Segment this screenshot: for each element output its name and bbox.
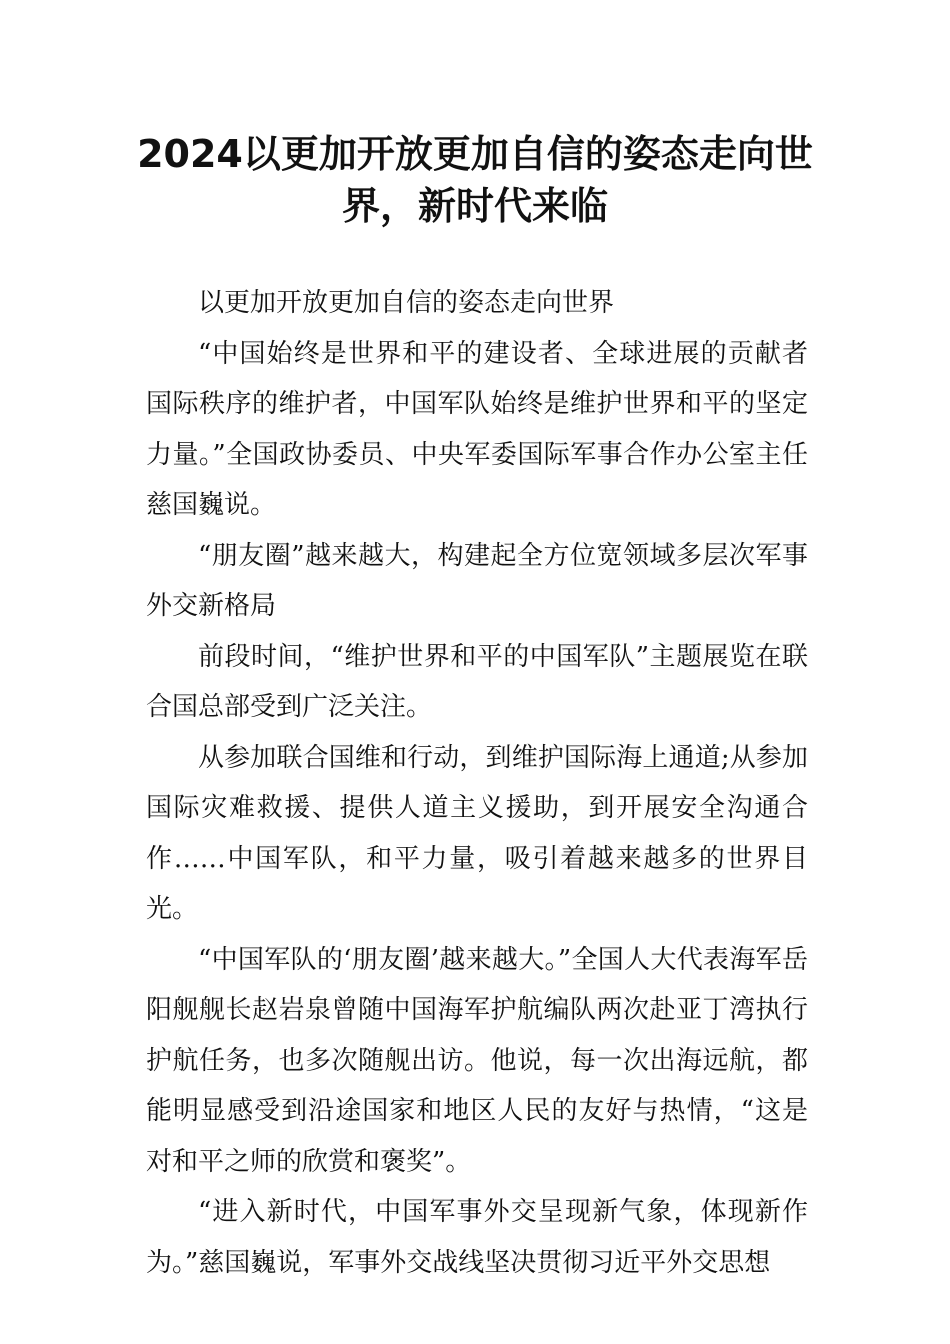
- paragraph: “进入新时代，中国军事外交呈现新气象，体现新作为。”慈国巍说，军事外交战线坚决贯彻习近平外交思想: [146, 1197, 808, 1278]
- paragraph-subheading: “朋友圈”越来越大，构建起全方位宽领域多层次军事外交新格局: [146, 540, 808, 621]
- paragraph: “中国军队的‘朋友圈’越来越大。”全国人大代表海军岳阳舰舰长赵岩泉曾随中国海军护航编队两次赴亚丁湾执行护航任务，也多次随舰出访。他说，每一次出海远航，都能明显感受到沿途国家和地区人民的友好与热情，“这是对和平之师的欣赏和褒奖”。: [146, 944, 808, 1177]
- document-body: [146, 278, 808, 1288]
- document-title-line-1: 2024以更加开放更加自信的姿态走向世: [137, 132, 813, 176]
- document-title-line-2: 界，新时代来临: [341, 184, 608, 228]
- paragraph-subheading: 以更加开放更加自信的姿态走向世界: [198, 288, 615, 318]
- paragraph: “中国始终是世界和平的建设者、全球进展的贡献者国际秩序的维护者，中国军队始终是维护世界和平的坚定力量。”全国政协委员、中央军委国际军事合作办公室主任慈国巍说。: [146, 338, 808, 520]
- document-title: [120, 128, 830, 232]
- paragraph: 前段时间，“维护世界和平的中国军队”主题展览在联合国总部受到广泛关注。: [146, 641, 808, 722]
- paragraph: 从参加联合国维和行动，到维护国际海上通道;从参加国际灾难救援、提供人道主义援助，到开展安全沟通合作……中国军队，和平力量，吸引着越来越多的世界目光。: [146, 742, 808, 924]
